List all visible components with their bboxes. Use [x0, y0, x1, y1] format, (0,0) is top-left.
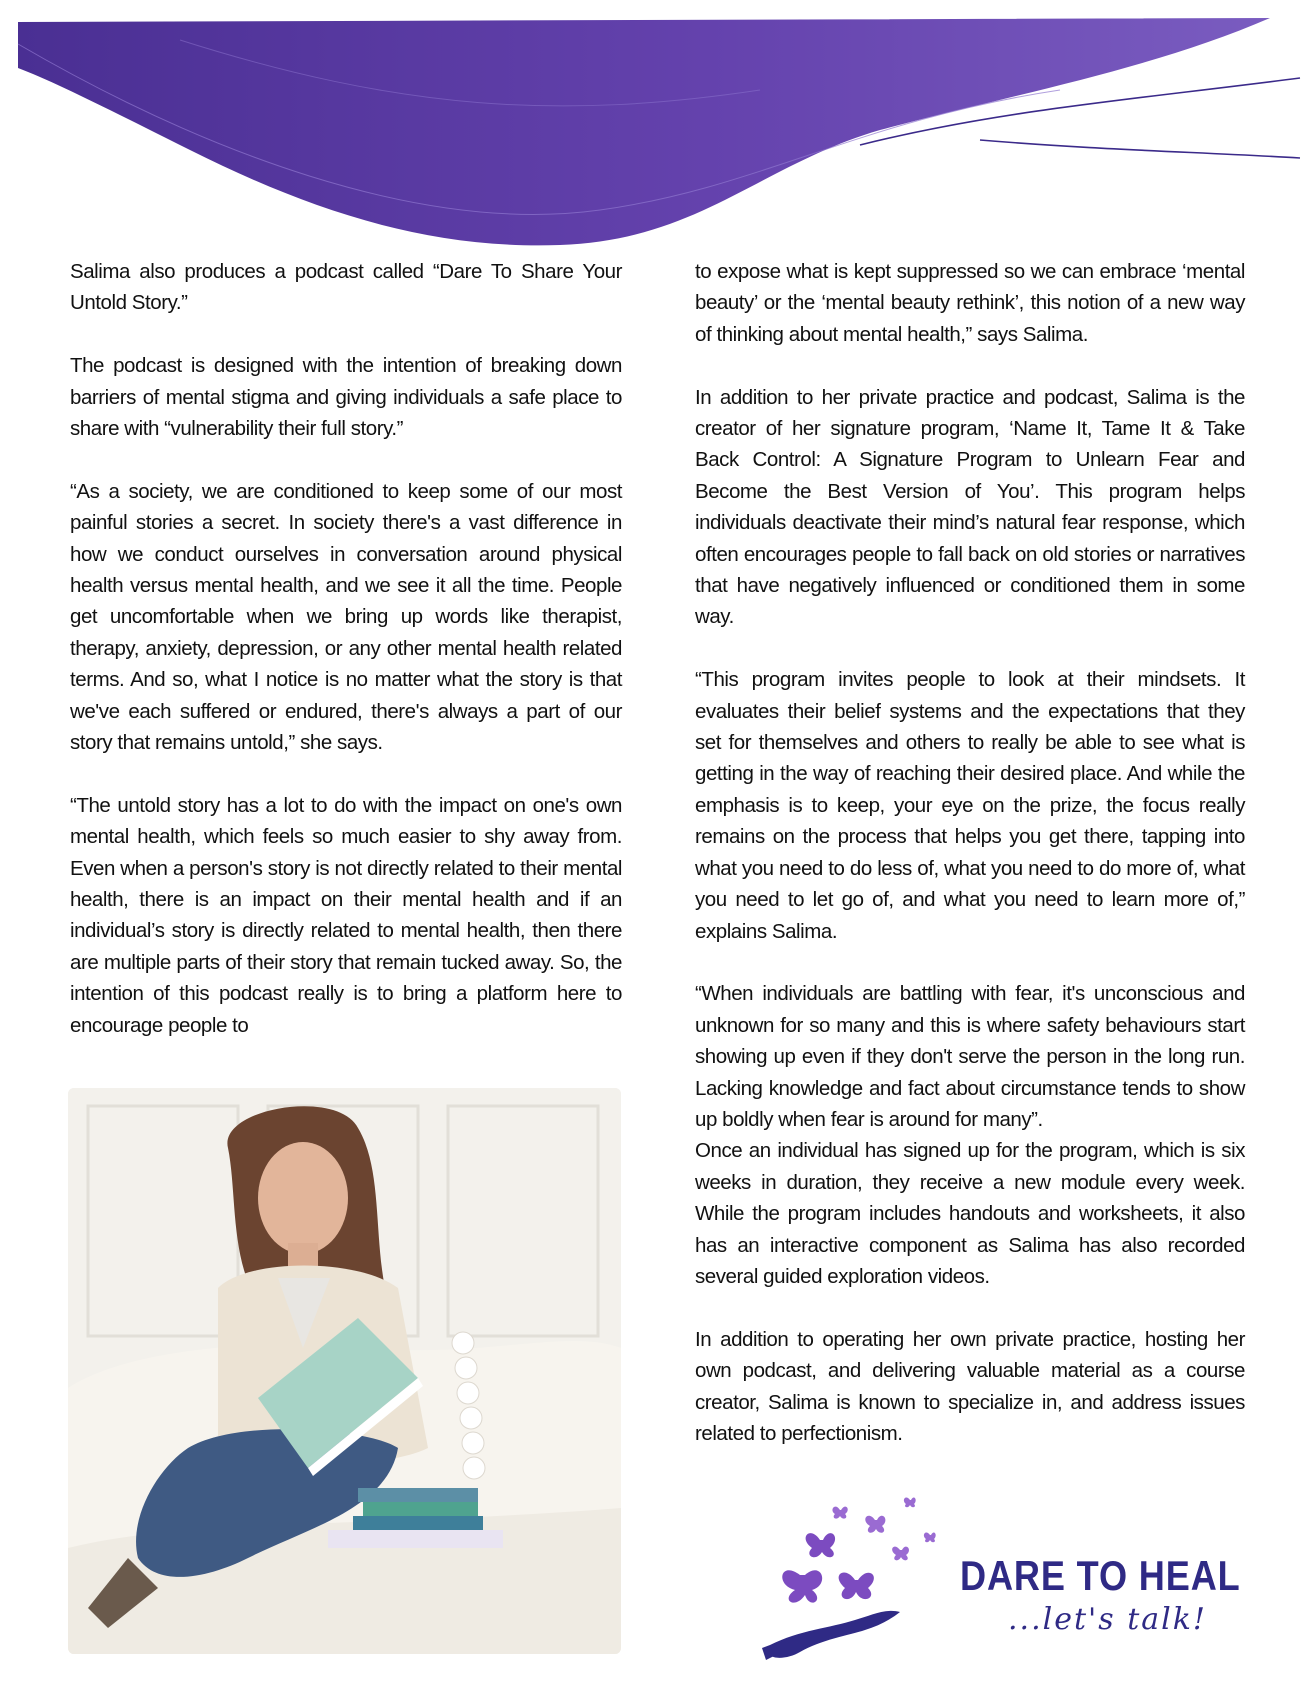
article-column-right — [695, 256, 1245, 1449]
portrait-photo — [68, 1088, 621, 1654]
paragraph: “The untold story has a lot to do with the impact on one's own mental health, which feels so much easier to shy away from. Even when a person's story is not directly related to their mental health, there is an impact on their mental health and if an individual’s story is directly related to mental health, then there are multiple parts of their story that remain tucked away. So, the intention of this podcast really is to bring a platform here to encourage people to — [70, 793, 622, 1037]
paragraph: Once an individual has signed up for the program, which is six weeks in duration, they receive a new module every week. While the program includes handouts and worksheets, it also has an interactive component as Salima has also recorded several guided exploration videos. — [695, 1139, 1245, 1288]
paragraph: to expose what is kept suppressed so we can embrace ‘mental beauty’ or the ‘mental beauty rethink’, this notion of a new way of thinking about mental health,” says Salima. — [695, 260, 1245, 346]
portrait-photo-icon — [68, 1088, 621, 1654]
paragraph: The podcast is designed with the intention of breaking down barriers of mental stigma and giving individuals a safe place to share with “vulnerability their full story.” — [70, 354, 622, 441]
article-column-left — [70, 256, 622, 1041]
paragraph: In addition to her private practice and podcast, Salima is the creator of her signature program, ‘Name It, Tame It & Take Back Control: A Signature Program to Unlearn Fear and Become the Best Version of You’. This program helps individuals deactivate their mind’s natural fear response, which often encourages people to fall back on old stories or narratives that have negatively influenced or conditioned them in some way. — [695, 385, 1245, 629]
dare-to-heal-logo — [760, 1480, 1241, 1670]
paragraph: “This program invites people to look at their mindsets. It evaluates their belief systems and the expectations that they set for themselves and others to really be able to see what is getting in the way of reaching their desired place. And while the emphasis is to keep, your eye on the prize, the focus really remains on the process that helps you get there, tapping into what you need to do less of, what you need to do more of, what you need to let go of, and what you need to learn more of,” explains Salima. — [695, 668, 1245, 943]
paragraph: “As a society, we are conditioned to keep some of our most painful stories a secret. In society there's a vast difference in how we conduct ourselves in conversation around physical health versus mental health, and we see it all the time. People get uncomfortable when we bring up words like therapist, therapy, anxiety, depression, or any other mental health related terms. And so, what I notice is no matter what the story is that we've each suffered or endured, there's always a part of our story that remains untold,” she says. — [70, 479, 622, 755]
paragraph: In addition to operating her own private practice, hosting her own podcast, and delivering valuable material as a course creator, Salima is known to specialize in, and address issues related to perfectionism. — [695, 1327, 1245, 1445]
butterfly-hand-logo-icon — [760, 1480, 960, 1670]
paragraph: Salima also produces a podcast called “Dare To Share Your Untold Story.” — [70, 260, 622, 315]
logo-title: DARE TO HEAL — [960, 1552, 1241, 1599]
logo-tagline: ...let's talk! — [1008, 1602, 1207, 1637]
paragraph: “When individuals are battling with fear, it's unconscious and unknown for so many and this is where safety behaviours start showing up even if they don't serve the person in the long run. Lacking knowledge and fact about circumstance tends to show up boldly when fear is around for many”. — [695, 982, 1245, 1131]
header-wave-banner — [0, 0, 1313, 260]
